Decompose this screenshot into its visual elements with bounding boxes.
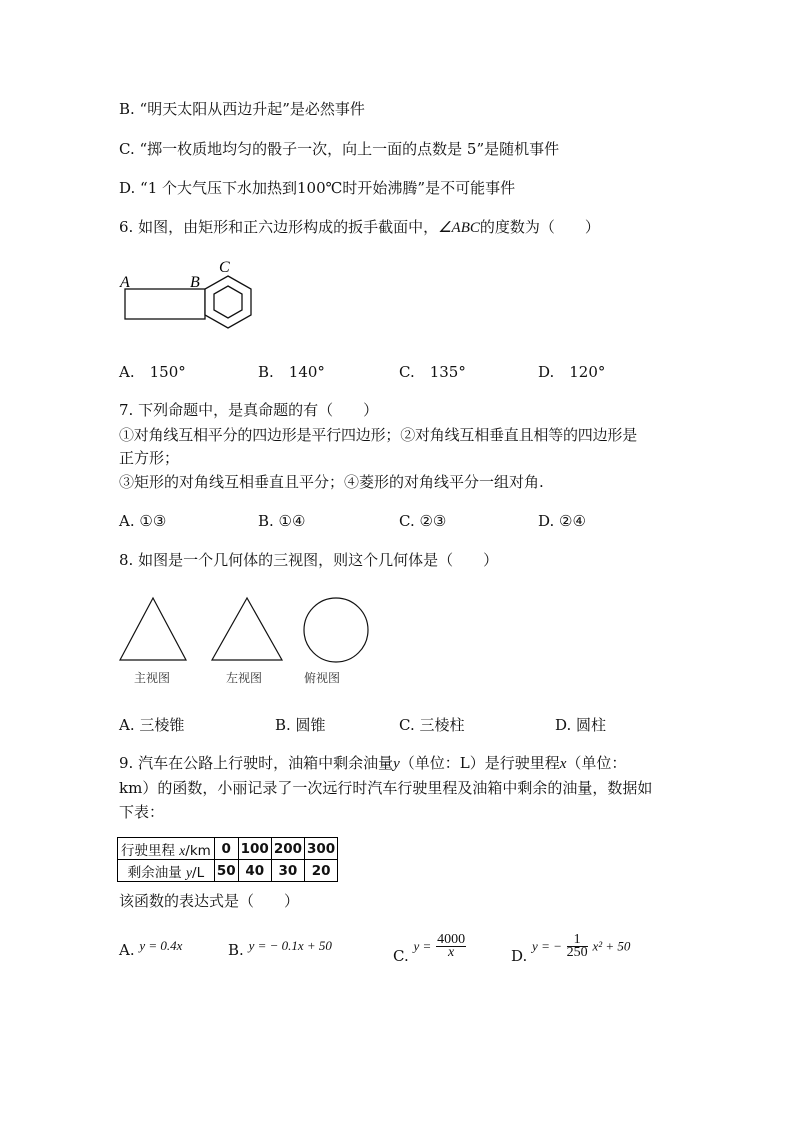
q9-option-d-fraction: $\frac{1}{250}$ xyxy=(566,932,588,960)
q7-statement-line3: ③矩形的对角线互相垂直且平分；④菱形的对角线平分一组对角. xyxy=(119,473,544,491)
q7-option-d: D. ②④ xyxy=(538,512,586,530)
q8-stem: 8. 如图是一个几何体的三视图，则这个几何体是（ ） xyxy=(119,551,499,569)
table-cell: 20 xyxy=(305,860,338,882)
label-c: C xyxy=(219,259,230,276)
label-a: A xyxy=(120,274,130,291)
q9-question: 该函数的表达式是（ ） xyxy=(119,892,300,910)
table-row xyxy=(118,838,338,860)
three-views-figure xyxy=(118,594,368,694)
q6-stem-text-b: 的度数为（ ） xyxy=(479,218,600,236)
q9-var-y: y xyxy=(393,756,400,772)
q6-stem-text-a: 6. 如图，由矩形和正六边形构成的扳手截面中， xyxy=(119,218,439,236)
side-view-label: 左视图 xyxy=(226,671,263,685)
q8-option-a: A. 三棱锥 xyxy=(119,716,185,734)
wrench-figure xyxy=(118,256,258,336)
q6-stem xyxy=(119,217,600,238)
q8-option-b: B. 圆锥 xyxy=(275,716,326,734)
q7-statement-line1: ①对角线互相平分的四边形是平行四边形；②对角线互相垂直且相等的四边形是 xyxy=(119,426,638,444)
q9-option-b: B. y = − 0.1x + 50 xyxy=(228,938,332,959)
q9-text-c: （单位： xyxy=(566,754,627,772)
q5-option-b: B. “明天太阳从西边升起”是必然事件 xyxy=(119,100,365,118)
front-view-label: 主视图 xyxy=(134,671,171,685)
q7-option-c: C. ②③ xyxy=(399,512,447,530)
q9-var-x: x xyxy=(559,756,567,772)
q7-option-a: A. ①③ xyxy=(119,512,167,530)
q7-option-b: B. ①④ xyxy=(258,512,306,530)
q7-stem: 7. 下列命题中，是真命题的有（ ） xyxy=(119,401,379,419)
q8-option-c: C. 三棱柱 xyxy=(399,716,465,734)
table-cell: 0 xyxy=(214,838,238,860)
q9-option-a: A. y = 0.4x xyxy=(119,938,183,959)
q9-stem-line2: km）的函数，小丽记录了一次远行时汽车行驶里程及油箱中剩余的油量，数据如 xyxy=(119,779,653,797)
table-cell: 50 xyxy=(214,860,238,882)
table-cell: 30 xyxy=(271,860,304,882)
top-view-circle xyxy=(304,598,368,662)
q9-option-a-formula: y = 0.4x xyxy=(139,938,183,953)
q5-option-c: C. “掷一枚质地均匀的骰子一次，向上一面的点数是 5”是随机事件 xyxy=(119,140,560,158)
q9-text-a: 9. 汽车在公路上行驶时，油箱中剩余油量 xyxy=(119,754,394,772)
q6-option-c: C. 135° xyxy=(399,363,466,381)
wrench-outer-hexagon xyxy=(205,276,251,328)
q6-angle: ∠ABC xyxy=(438,220,480,236)
mileage-fuel-table xyxy=(117,837,338,882)
q9-option-c: C. y = $\frac{4000}{x}$ xyxy=(393,932,466,965)
q9-option-c-fraction: $\frac{4000}{x}$ xyxy=(437,932,466,960)
front-view-triangle xyxy=(120,598,186,660)
side-view-triangle xyxy=(212,598,282,660)
q5-option-d: D. “1 个大气压下水加热到100℃时开始沸腾”是不可能事件 xyxy=(119,179,516,197)
q9-option-d: D. y = − $\frac{1}{250}$ x² + 50 xyxy=(511,932,631,965)
q9-option-b-formula: y = − 0.1x + 50 xyxy=(248,938,332,953)
table-cell: 100 xyxy=(238,838,271,860)
q9-text-b: （单位：L）是行驶里程 xyxy=(399,754,560,772)
table-cell: 200 xyxy=(271,838,304,860)
table-cell: 40 xyxy=(238,860,271,882)
q8-option-d: D. 圆柱 xyxy=(555,716,607,734)
row2-header: 剩余油量 y/L xyxy=(118,860,215,882)
row1-header: 行驶里程 x/km xyxy=(118,838,215,860)
q9-stem-line1 xyxy=(119,753,626,774)
q7-statement-line2: 正方形； xyxy=(119,449,180,467)
q6-option-d: D. 120° xyxy=(538,363,606,381)
q6-option-b: B. 140° xyxy=(258,363,325,381)
label-b: B xyxy=(190,274,200,291)
q6-option-a: A. 150° xyxy=(119,363,186,381)
q9-stem-line3: 下表： xyxy=(119,803,165,821)
table-cell: 300 xyxy=(305,838,338,860)
wrench-rectangle xyxy=(125,289,205,319)
top-view-label: 俯视图 xyxy=(304,671,341,685)
table-row xyxy=(118,860,338,882)
